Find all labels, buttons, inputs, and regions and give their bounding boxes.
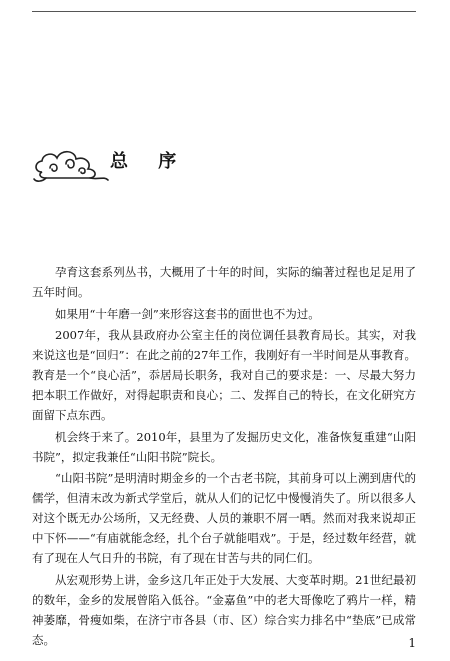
- page-number: 1: [408, 636, 416, 650]
- paragraph: 如果用“十年磨一剑”来形容这套书的面世也不为过。: [55, 306, 320, 321]
- paragraph: 2007年，我从县政府办公室主任的岗位调任县教育局长。其实，对我来说这也是“回归”：在此之前的27年工作，我刚好有一半时间是从事教育。教育是一个“良心活”，忝居局长职务，我对自己的要求是：一、尽最大努力把本职工作做好，对得起职责和良心；二、发挥自己的特长，在文化研究方面留下点东西。: [32, 328, 416, 422]
- paragraph: 孕育这套系列丛书，大概用了十年的时间，实际的编著过程也足足用了五年时间。: [32, 265, 416, 299]
- section-heading: [32, 142, 232, 186]
- body-text: [32, 262, 416, 651]
- section-title: 总 序: [110, 151, 189, 172]
- paragraph: 机会终于来了。2010年，县里为了发掘历史文化，准备恢复重建“山阳书院”，拟定我兼任“山阳书院”院长。: [32, 429, 416, 464]
- auspicious-cloud-icon: [32, 142, 112, 186]
- paragraph: “山阳书院”是明清时期金乡的一个古老书院，其前身可以上溯到唐代的儒学，但清末改为新式学堂后，就从人们的记忆中慢慢消失了。所以很多人对这个既无办公场所，又无经费、人员的兼职不屑一哂。然而对我来说却正中下怀——“有庙就能念经，扎个台子就能唱戏”。于是，经过数年经营，就有了现在人气日升的书院，有了现在甘苦与共的同仁们。: [32, 471, 416, 565]
- paragraph: 从宏观形势上讲，金乡这几年正处于大发展、大变革时期。21世纪最初的数年，金乡的发展曾陷入低谷。“金嘉鱼”中的老大哥像吃了鸦片一样，精神萎靡，骨瘦如柴，在济宁市各县（市、区）综合实力排名中“垫底”已成常态。: [32, 572, 416, 647]
- header-rule: [32, 11, 416, 12]
